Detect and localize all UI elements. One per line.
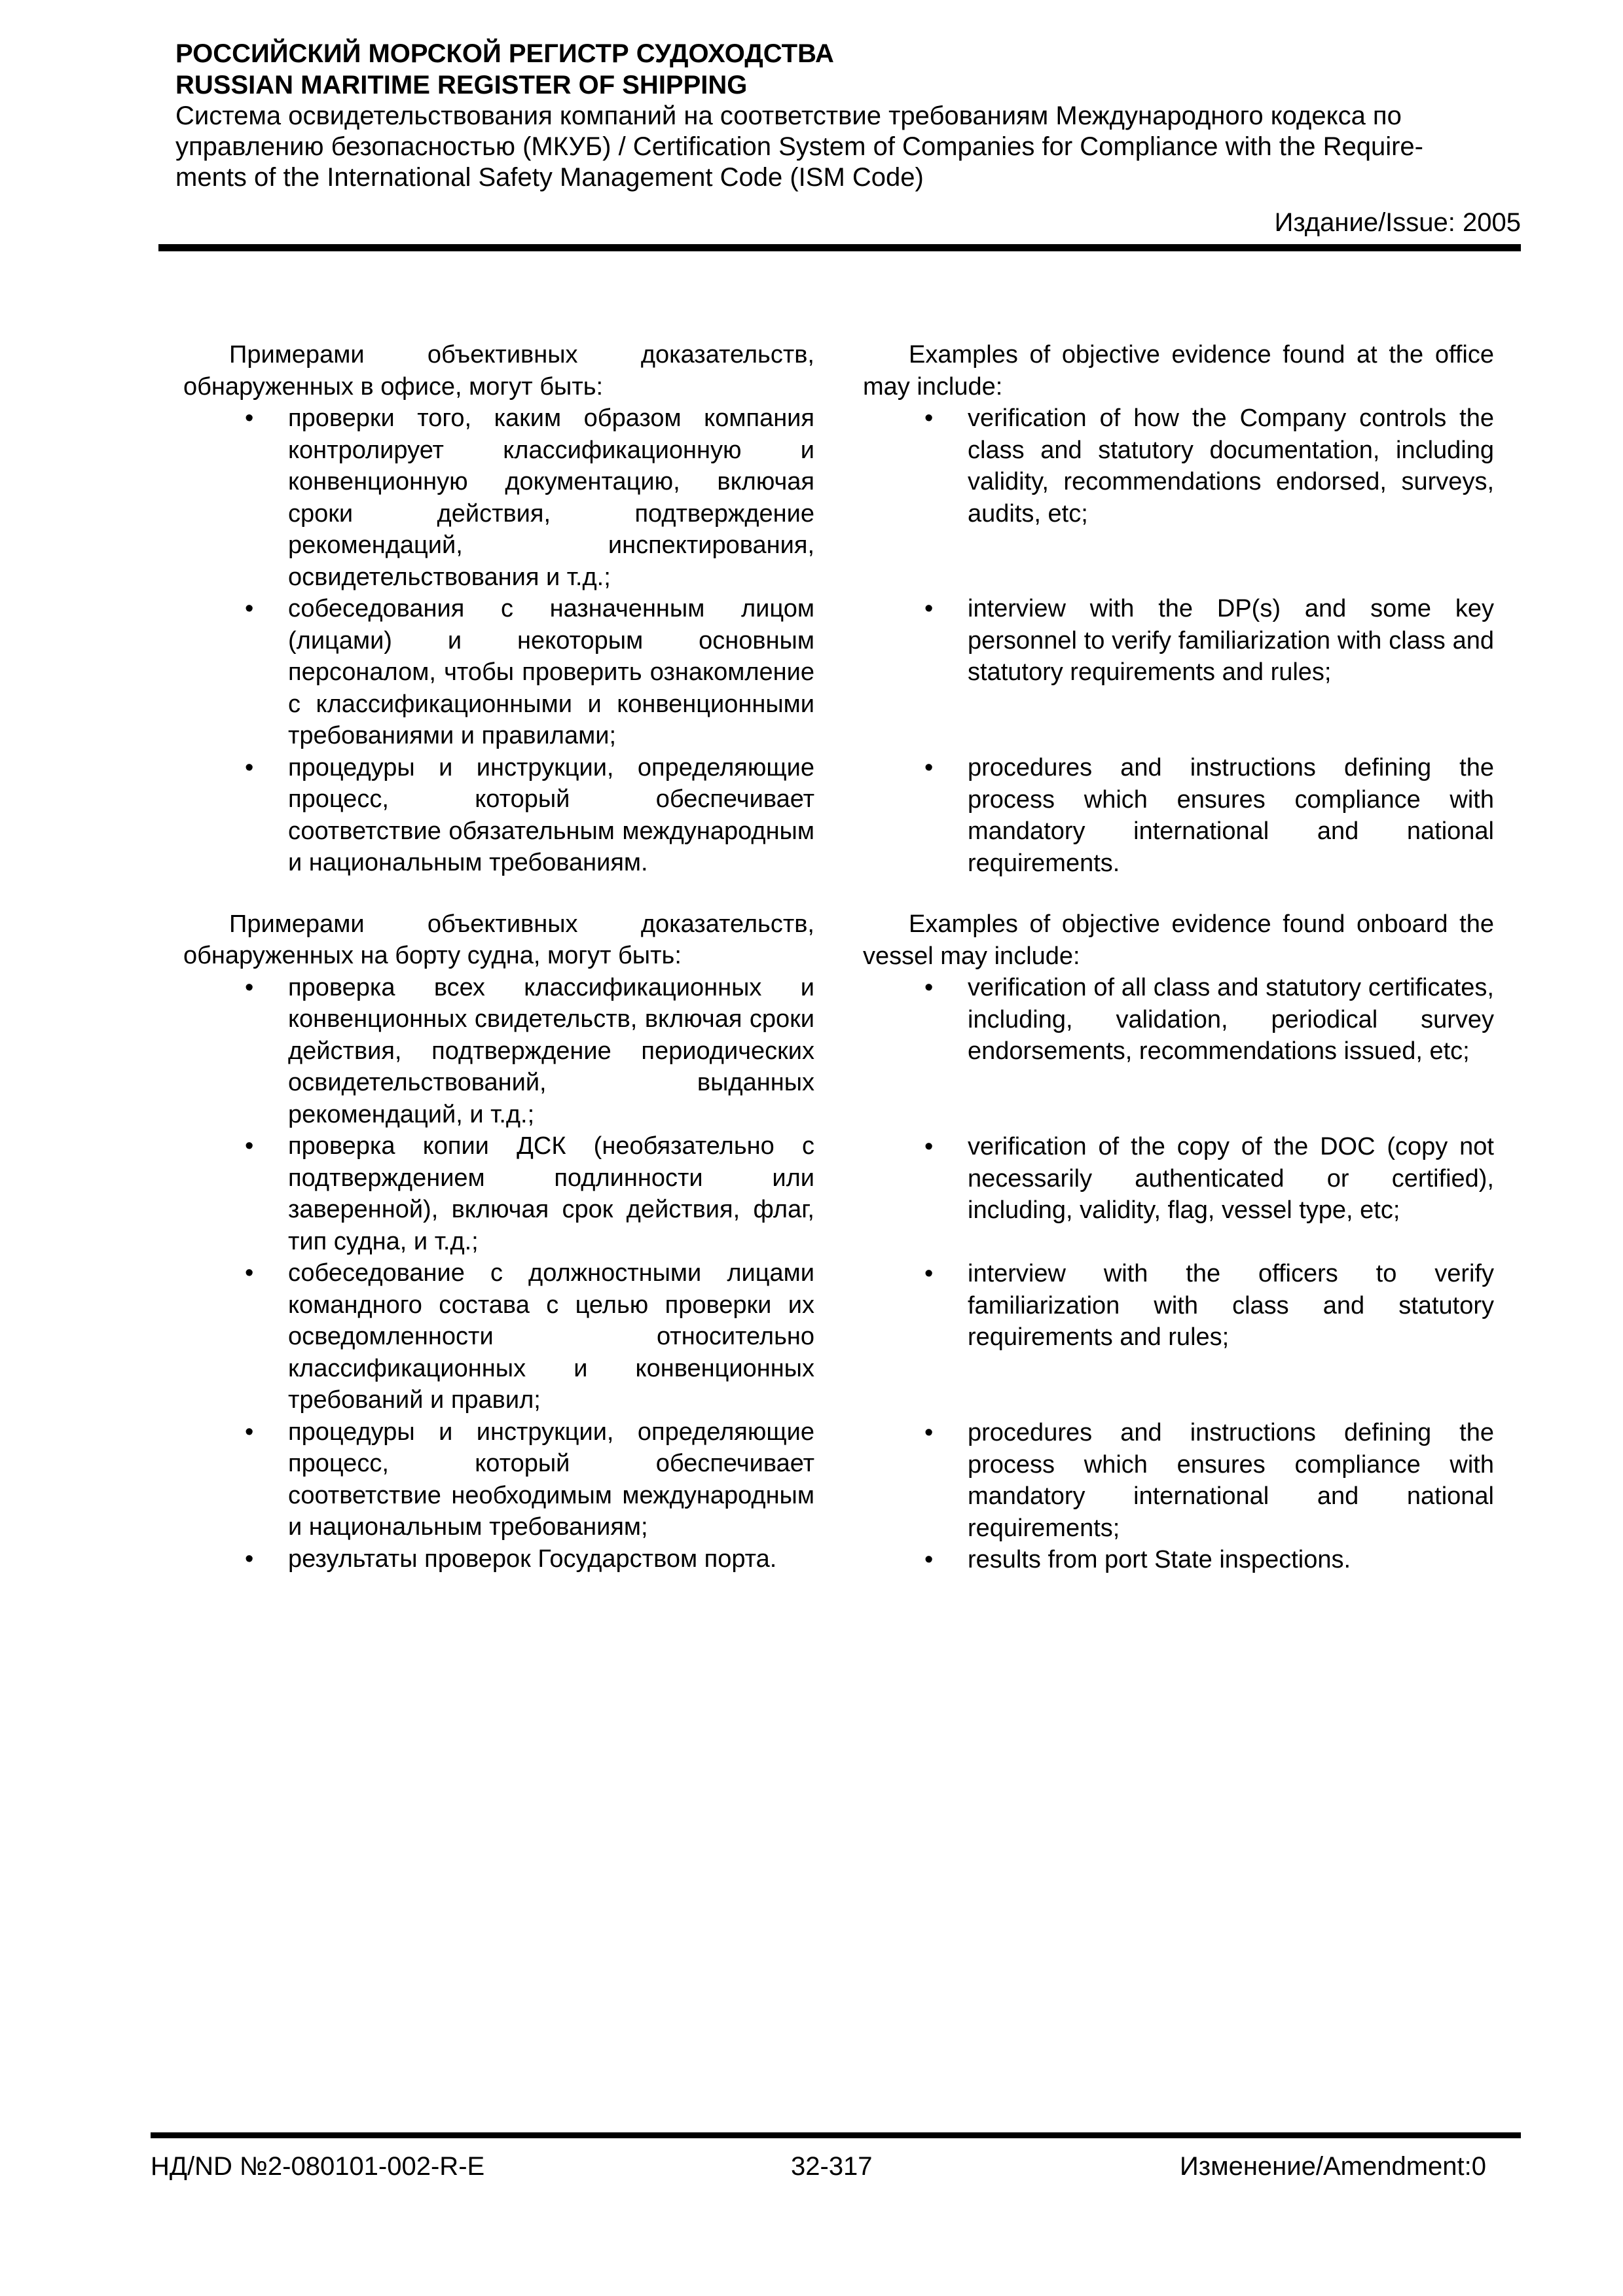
en-office-intro: Examples of objective evidence found at the office may include: <box>863 341 1494 401</box>
list-item: • проверка всех классификационных и конвенционных свидетельств, включая сроки действия, подтверждение периодических освидетельствований, выданных рекомендаций, и т.д.; <box>288 972 814 1131</box>
header-subtitle-line2: управлению безопасностью (МКУБ) / Certification System of Companies for Compliance with the Require- <box>175 132 1423 161</box>
list-item: • results from port State inspections. <box>968 1544 1494 1576</box>
page-header <box>175 38 1521 239</box>
list-item: • interview with the officers to verify familiarization with class and statutory requirements and rules; <box>968 1258 1494 1417</box>
list-item: • verification of all class and statutory certificates, including, validation, periodical survey endorsements, recommendations issued, etc; <box>968 972 1494 1131</box>
en-vessel-intro: Examples of objective evidence found onboard the vessel may include: <box>863 910 1494 970</box>
list-item: • verification of how the Company controls the class and statutory documentation, including validity, recommendations endorsed, surveys, audits, etc; <box>968 403 1494 593</box>
list-item: • результаты проверок Государством порта. <box>288 1543 814 1575</box>
ru-vessel-intro: Примерами объективных доказательств, обнаруженных на борту судна, могут быть: <box>183 910 814 969</box>
russian-column <box>183 339 814 1575</box>
list-item: • procedures and instructions defining the process which ensures compliance with mandatory international and national requirements. <box>968 752 1494 879</box>
ru-office-list <box>183 403 814 879</box>
header-title-ru: РОССИЙСКИЙ МОРСКОЙ РЕГИСТР СУДОХОДСТВА <box>175 39 834 68</box>
list-item: • procedures and instructions defining the process which ensures compliance with mandatory international and national requirements; <box>968 1417 1494 1544</box>
footer-amendment: Изменение/Amendment:0 <box>1180 2152 1486 2181</box>
list-item: • verification of the copy of the DOC (copy not necessarily authenticated or certified), including, validity, flag, vessel type, etc; <box>968 1131 1494 1258</box>
list-item: • interview with the DP(s) and some key personnel to verify familiarization with class and statutory requirements and rules; <box>968 593 1494 752</box>
list-item: • собеседование с должностными лицами командного состава с целью проверки их осведомленности относительно классификационных и конвенционных требований и правил; <box>288 1257 814 1416</box>
page-footer <box>151 2148 1486 2185</box>
footer-page-number: 32-317 <box>791 2152 873 2181</box>
header-subtitle-line1: Система освидетельствования компаний на соответствие требованиям Международного кодекса по <box>175 101 1402 130</box>
header-title-en: RUSSIAN MARITIME REGISTER OF SHIPPING <box>175 71 748 99</box>
en-office-list <box>863 403 1494 879</box>
list-item: • собеседования с назначенным лицом (лицами) и некоторым основным персоналом, чтобы проверить ознакомление с классификационными и конвенционными требованиями и правилами; <box>288 593 814 752</box>
footer-doc-number: НД/ND №2-080101-002-R-E <box>151 2152 485 2181</box>
list-item: • проверка копии ДСК (необязательно с подтверждением подлинности или заверенной), включая срок действия, флаг, тип судна, и т.д.; <box>288 1130 814 1257</box>
en-vessel-list <box>863 972 1494 1576</box>
list-item: • процедуры и инструкции, определяющие процесс, который обеспечивает соответствие обязательным международным и национальным требованиям. <box>288 752 814 879</box>
header-subtitle-line3: ments of the International Safety Management Code (ISM Code) <box>175 163 924 192</box>
english-column <box>863 339 1494 1576</box>
header-divider <box>158 244 1521 251</box>
ru-office-intro: Примерами объективных доказательств, обнаруженных в офисе, могут быть: <box>183 341 814 401</box>
ru-vessel-list <box>183 972 814 1575</box>
header-issue: Издание/Issue: 2005 <box>1274 208 1521 237</box>
list-item: • проверки того, каким образом компания контролирует классификационную и конвенционную документацию, включая сроки действия, подтверждение рекомендаций, инспектирования, освидетельствования и т.д.; <box>288 403 814 593</box>
list-item: • процедуры и инструкции, определяющие процесс, который обеспечивает соответствие необходимым международным и национальным требованиям; <box>288 1416 814 1543</box>
footer-divider <box>151 2132 1521 2138</box>
